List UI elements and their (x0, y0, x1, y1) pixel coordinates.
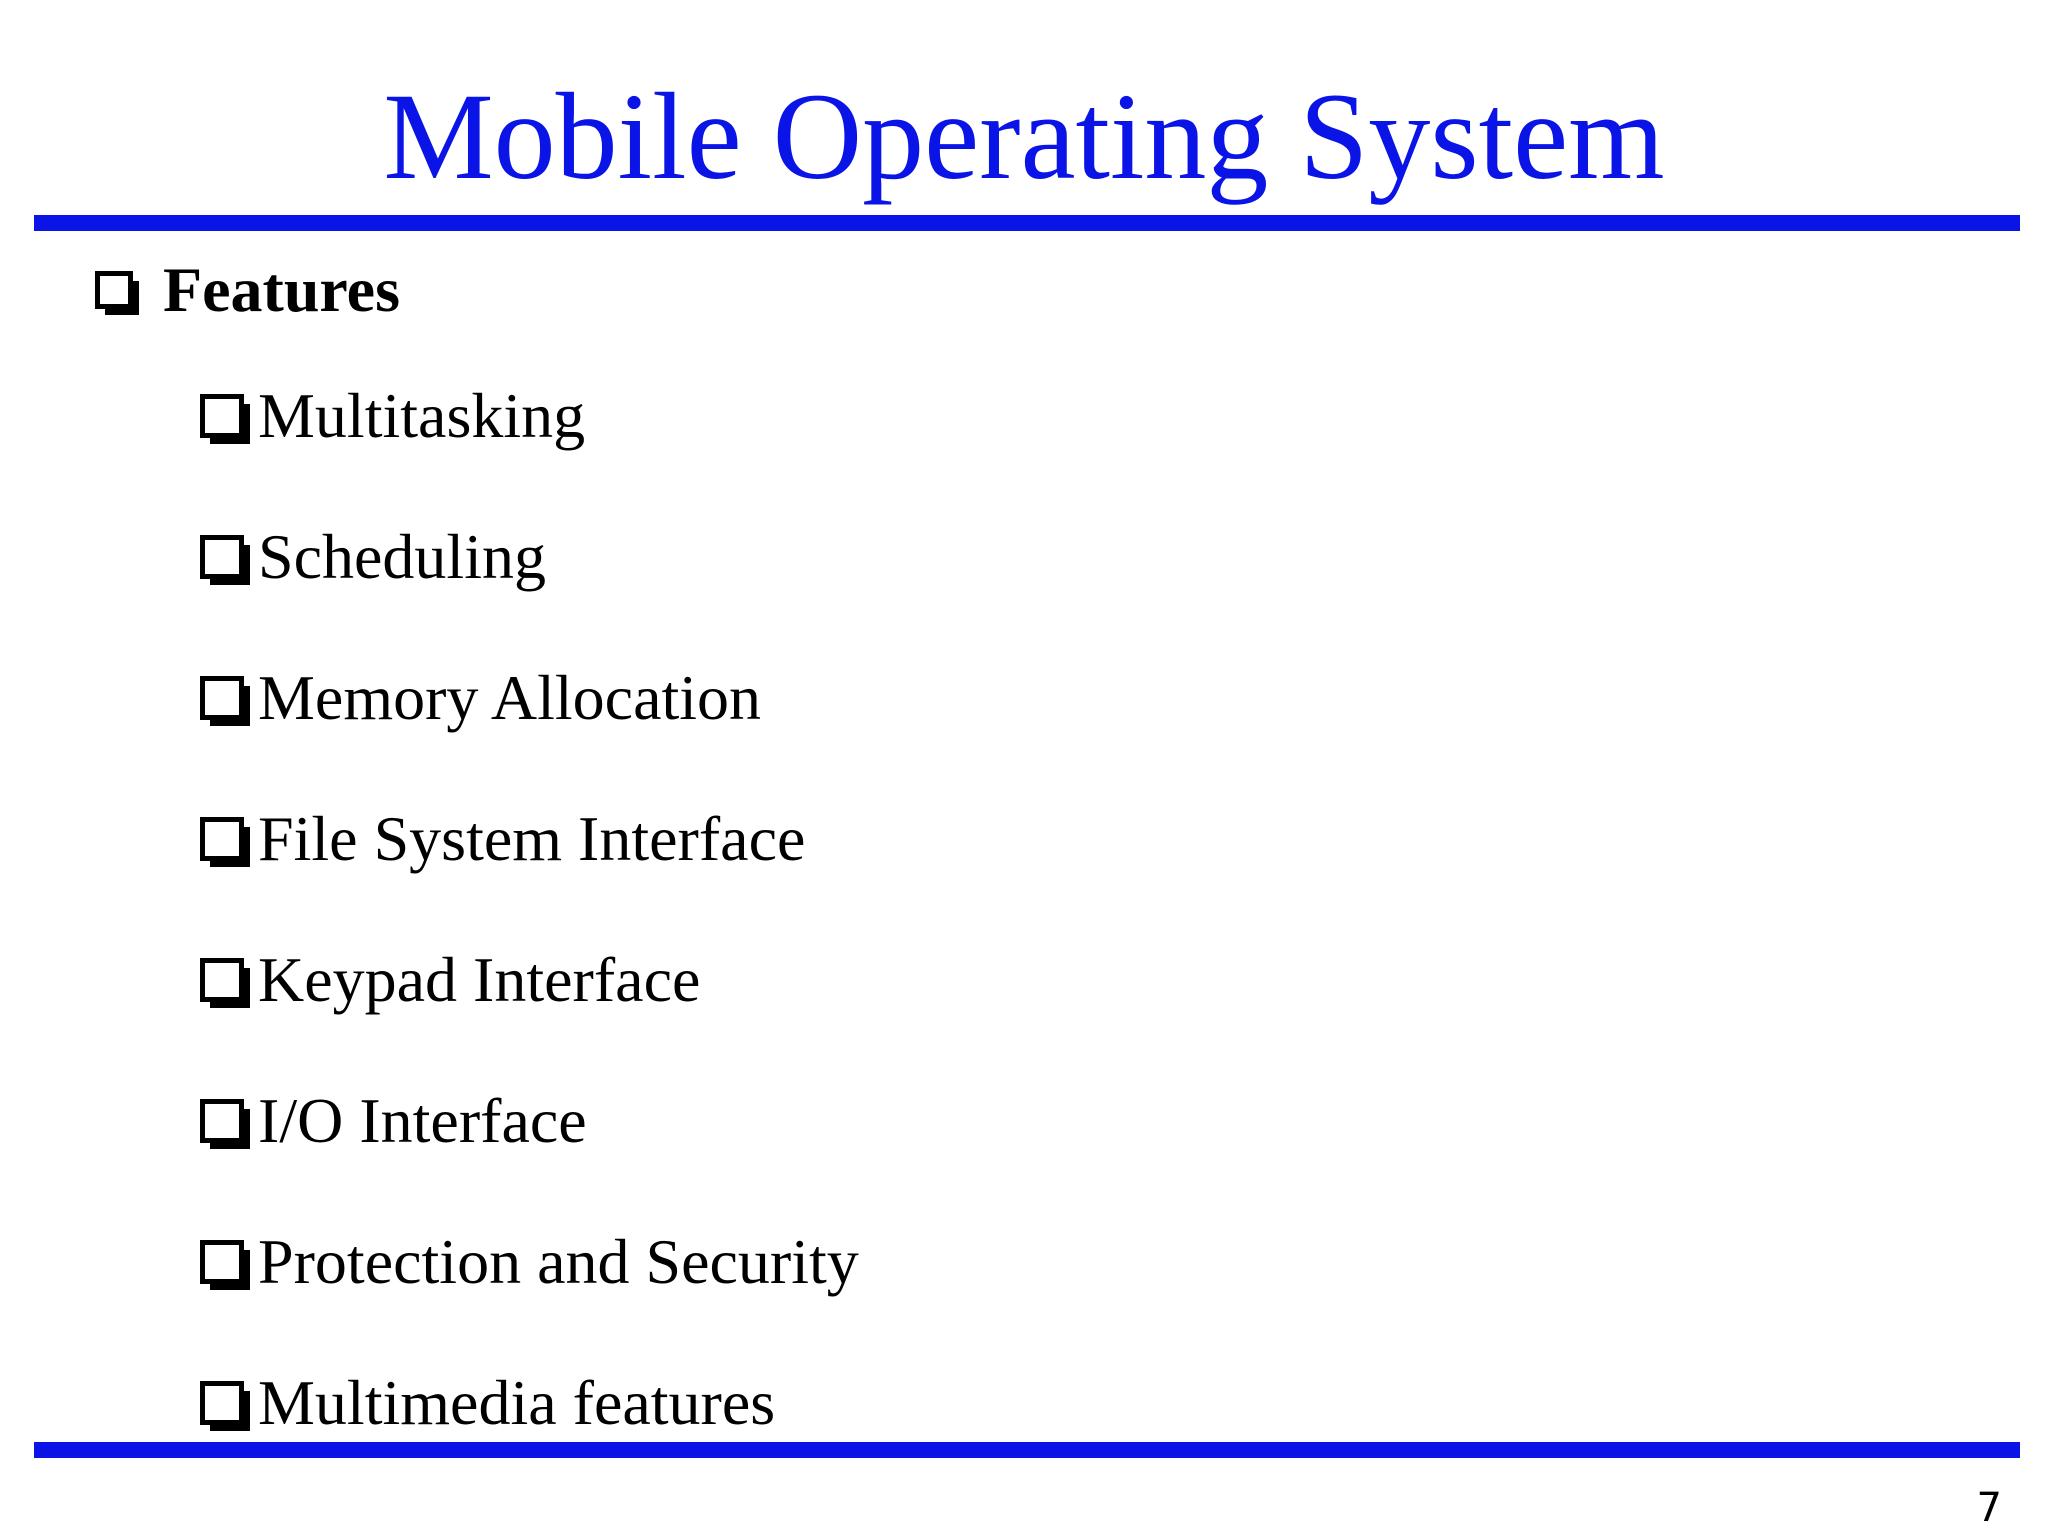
list-item (200, 940, 859, 1081)
list-item (200, 658, 859, 799)
checkbox-square-icon (200, 1099, 244, 1143)
features-heading-text: Features (163, 254, 400, 325)
checkbox-square-icon (95, 271, 133, 309)
features-list (200, 376, 859, 1504)
list-item-text: Protection and Security (258, 1226, 859, 1297)
list-item (200, 1081, 859, 1222)
list-item (200, 1363, 859, 1504)
list-item-text: I/O Interface (258, 1085, 587, 1156)
checkbox-square-icon (200, 1381, 244, 1425)
features-heading (95, 252, 400, 328)
list-item (200, 1222, 859, 1363)
top-divider (34, 215, 2020, 231)
checkbox-square-icon (200, 817, 244, 861)
slide-title: Mobile Operating System (383, 68, 1665, 205)
list-item-text: Keypad Interface (258, 944, 701, 1015)
list-item (200, 517, 859, 658)
bottom-divider (34, 1442, 2020, 1458)
list-item-text: File System Interface (258, 803, 806, 874)
checkbox-square-icon (200, 1240, 244, 1284)
list-item (200, 799, 859, 940)
list-item (200, 376, 859, 517)
checkbox-square-icon (200, 394, 244, 438)
checkbox-square-icon (200, 958, 244, 1002)
list-item-text: Scheduling (258, 521, 546, 592)
list-item-text: Memory Allocation (258, 662, 762, 733)
list-item-text: Multitasking (258, 380, 586, 451)
page-number: 7 (1976, 1485, 2002, 1531)
list-item-text: Multimedia features (258, 1367, 776, 1438)
checkbox-square-icon (200, 535, 244, 579)
checkbox-square-icon (200, 676, 244, 720)
